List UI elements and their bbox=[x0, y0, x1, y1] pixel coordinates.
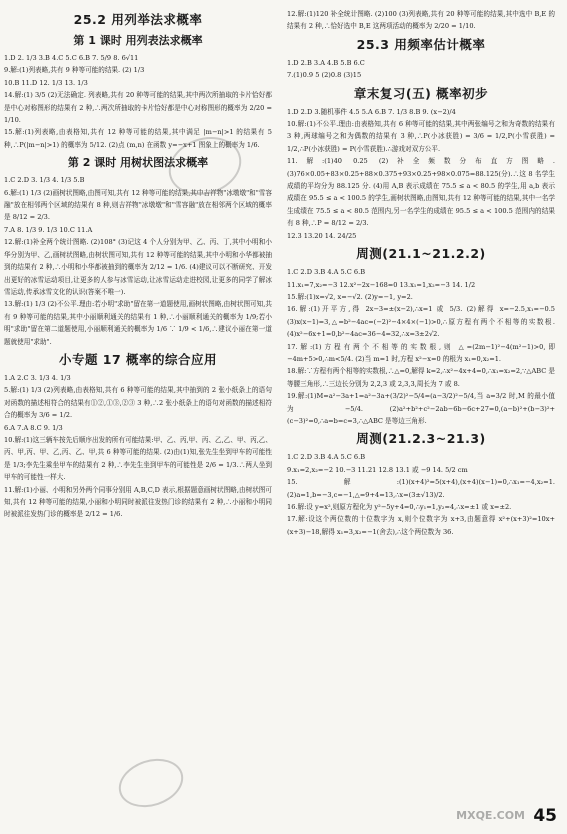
answer-line: 1.C 2.D 3. 1/3 4. 1/3 5.B bbox=[4, 176, 85, 185]
answer-line: 1.D 2.D 3.随机事件 4.5 5.A 6.B 7. 1/3 8.B 9. (x−2)/4 bbox=[287, 107, 456, 116]
answer-line: 1.C 2.D 3.B 4.A 5.C 6.B bbox=[287, 453, 366, 462]
chapter-review-title: 章末复习(五) 概率初步 bbox=[353, 85, 489, 101]
answer-line: 17.解:设这个两位数的十位数字为 x,则个位数字为 x+3,由题意得 x²+(x+3)²=10x+(x+3)−18,解得 x₁=3,x₂=−1(舍去),∴这个两位数为 36. bbox=[287, 515, 555, 536]
answer-line: 9.解:(1)列表略,共有 9 种等可能的结果. (2) 1/3 bbox=[4, 66, 145, 75]
answer-line: 1.C 2.D 3.B 4.A 5.C 6.B bbox=[287, 268, 366, 277]
answer-line: 16.解:(1)开平方,得 2x−3=±(x−2),∴x=1 或 5/3. (2)解得 x=−2.5,x₁=−0.5 (3)x(x−1)=3,△=b²−4ac=(−2)²−4×4×(−1)>0,∴原方程有两个不相等的实数根. (4)x²−6x+1=0,b²−4ac=36−4=32,∴x=3±2√2. bbox=[287, 305, 555, 339]
answer-line: 11.解:(1)小丽、小明和另外两个同事分别用 A,B,C,D 表示,根据题意画树状图略,由树状图可知,共有 12 种等可能的结果,小丽和小明同时被派往发热门诊的结果有 2 种,∴小丽和小明同时被派往发热门诊的概率是 2/12 = 1/6. bbox=[4, 485, 272, 519]
answer-line: 13.解:(1) 1/3 (2)不公平.理由:若小明"求助"留在第一道题使用,画树状图略,由树状图可知,共有 9 种等可能的结果,其中小丽顺利通关的结果有 1 种,∴小丽顺利通关的概率为 1/9;若小明"求助"留在第二道题使用,小丽顺利通关的概率为 1/6 ∵ 1/9 < 1/6,∴建议小丽在第一道题就使用"求助". bbox=[4, 300, 272, 346]
answer-line: 6.解:(1) 1/3 (2)画树状图略,由图可知,共有 12 种等可能的结果,其中吉祥物"冰墩墩"和"雪容融"放在相邻两个区域的结果有 8 种,则吉祥物"冰墩墩"和"雪容融"放在相邻两个区域的概率是 8/12 = 2/3. bbox=[4, 188, 272, 222]
answer-line: 11.x₁=7,x₂=−3 12.x²−2x−168=0 13.x₁=1,x₂=−3 14. 1/2 bbox=[287, 280, 476, 289]
left-column bbox=[4, 8, 272, 521]
topic-17-title: 小专题 17 概率的综合应用 bbox=[58, 351, 218, 367]
answer-line: 11.解:(1)40 0.25 (2)补全频数分布直方图略. (3)76×0.05+83×0.25+88×0.375+93×0.25+98×0.075=88.125(分).∴这 8 名学生成绩的平均分为 88.125 分. (4)用 A,B 表示成绩在 75.5 ≤ a < 80.5 的学生,用 a,b 表示成绩在 95.5 ≤ a < 100.5 的学生,画树状图略,由图知,共有 12 种等可能的结果,其中一名学生成绩在 75.5 ≤ a < 80.5 范围内,另一名学生的成绩在 95.5 ≤ a < 100.5 范围内的结果有 8 种,∴P = 8/12 = 2/3. bbox=[287, 157, 555, 228]
answer-line: 12.解:(1)补全两个统计图略. (2)108° (3)记这 4 个人分别为甲、乙、丙、丁,其中小明和小华分别为甲、乙,画树状图略,由树状图可知,共有 12 种等可能的结果,其中小明和小华都被抽到的结果有 2 种,∴小明和小华都被抽到的概率为 2/12 = 1/6. (4)建议可以不断研究、开发出更好的冰雪运动项目,让更多的人参与冰雪运动,让冰雪运动走进校园,让更多的同学了解冰雪运动,传承冰雪文化的认识(答案不唯一). bbox=[4, 238, 272, 296]
right-column bbox=[287, 8, 555, 538]
answer-line: 1.D 2.B 3.A 4.B 5.B 6.C bbox=[287, 58, 365, 67]
answer-line: 6.A 7.A 8.C 9. 1/3 bbox=[4, 423, 63, 432]
page-number: 45 bbox=[533, 806, 557, 826]
answer-line: 14.解:(1) 3/5 (2)无法确定. 列表略,共有 20 种等可能的结果,其中两次所抽取的卡片恰好都是中心对称图形的结果有 2 种,∴两次所抽取的卡片恰好都是中心对称图形的概率为 2/20 = 1/10. bbox=[4, 91, 272, 125]
answer-line: 12.3 13.20 14. 24/25 bbox=[287, 231, 357, 240]
answer-line: 15.解:(1)(x+4)²=5(x+4),(x+4)(x−1)=0,∴x₁=−4,x₂=1. (2)a=1,b=−3,c=−1,△=9+4=13,∴x=(3±√13)/2. bbox=[287, 478, 555, 499]
weekly-test-1-title: 周测(21.1~21.2.2) bbox=[356, 246, 486, 262]
answer-line: 7.A 8. 1/3 9. 1/3 10.C 11.A bbox=[4, 225, 93, 234]
answer-line: 10.解:(1)这三辆车按先后顺序出发的所有可能结果:甲、乙、丙,甲、丙、乙,乙、甲、丙,乙、丙、甲,丙、甲、乙,丙、乙、甲,共 6 种等可能的结果. (2)由(1)知,张先生坐到甲车的可能性是 1/3;李先生乘坐甲车的结果有 2 种,∴李先生坐到甲车的可能性是 2/6 = 1/3.∴两人坐到甲车的可能性一样大. bbox=[4, 435, 272, 482]
answer-line: 9.x₁=2,x₂=−2 10.−3 11.21 12.8 13.1 或 −9 14. 5/2 cm bbox=[287, 465, 468, 474]
answer-line: 1.A 2.C 3. 1/3 4. 1/3 bbox=[4, 373, 71, 382]
answer-line: 17.解:(1)方程有两个不相等的实数根,则 △=(2m−1)²−4(m²−1)>0,即 −4m+5>0,∴m<5/4. (2)当 m=1 时,方程 x²−x=0 的根为 x₁=0,x₂=1. bbox=[287, 342, 555, 363]
weekly-test-2-title: 周测(21.2.3~21.3) bbox=[356, 431, 486, 447]
answer-line: 15.解:(1)列表略,由表格知,共有 12 种等可能的结果,其中满足 |m−n|>1 的结果有 5 种,∴P(|m−n|>1) 的概率为 5/12. (2)点 (m,n) 在函数 y=−x+1 图象上的概率为 1/6. bbox=[4, 128, 272, 149]
lesson-1-title: 第 1 课时 用列表法求概率 bbox=[73, 34, 203, 47]
answer-line: 1.D 2. 1/3 3.B 4.C 5.C 6.B 7. 5/9 8. 6√11 bbox=[4, 54, 139, 62]
answer-line: 18.解:∵方程有两个相等的实数根,∴△=0,解得 k=2,∴x²−4x+4=0,∴x₁=x₂=2,∵△ABC 是等腰三角形,∴三边长分别为 2,2,3 或 2,3,3,周长为 7 或 8. bbox=[287, 367, 555, 388]
section-title-25-3: 25.3 用频率估计概率 bbox=[356, 36, 486, 52]
stamp-seal bbox=[113, 751, 190, 815]
answer-line: 7.(1)0.9 5 (2)0.8 (3)15 bbox=[287, 71, 362, 80]
lesson-2-title: 第 2 课时 用树状图法求概率 bbox=[67, 156, 209, 170]
watermark: MXQE.COM bbox=[456, 809, 525, 822]
answer-line: 15.解:(1)x=√2, x=−√2. (2)y=−1, y=2. bbox=[287, 292, 413, 301]
answer-line: 12.解:(1)120 补全统计图略. (2)100 (3)列表略,共有 20 种等可能的结果,其中选中 B,E 的结果有 2 种,∴恰好选中 B,E 这两项活动的概率为 2/20 = 1/10. bbox=[287, 10, 555, 31]
section-title-25-2: 25.2 用列举法求概率 bbox=[73, 12, 203, 27]
answer-line: 19.解:(1)M=a²−3a+1=a²−3a+(3/2)²−5/4=(a−3/2)²−5/4,当 a=3/2 时,M 的最小值为 −5/4. (2)a²+b²+c²−2ab−6b−6c+27=0,(a−b)²+(b−3)²+(c−3)²=0,∴a=b=c=3,∴△ABC 是等边三角形. bbox=[287, 392, 555, 425]
answer-line: 10.解:(1)不公平.理由:由表格知,共有 6 种等可能的结果,其中两张编号之和为奇数的结果有 3 种,两球编号之和为偶数的结果有 3 种,∴P(小冰获胜) = 3/6 = 1/2,P(小雪获胜) = 1/2,∴P(小冰获胜) = P(小雪获胜).∴游戏对双方公平. bbox=[287, 120, 555, 153]
answer-line: 5.解:(1) 1/3 (2)列表略,由表格知,共有 6 种等可能的结果,其中抽到的 2 张小纸条上的语句对函数的描述相符合的结果有①②,①③,②③ 3 种,∴2 张小纸条上的语句对函数的描述相符合的概率为 3/6 = 1/2. bbox=[4, 386, 272, 420]
answer-line: 10.B 11.D 12. 1/3 13. 1/3 bbox=[4, 78, 88, 87]
answer-line: 16.解:设 y=x²,则原方程化为 y²−5y+4=0,∴y₁=1,y₂=4,∴x=±1 或 x=±2. bbox=[287, 503, 512, 511]
